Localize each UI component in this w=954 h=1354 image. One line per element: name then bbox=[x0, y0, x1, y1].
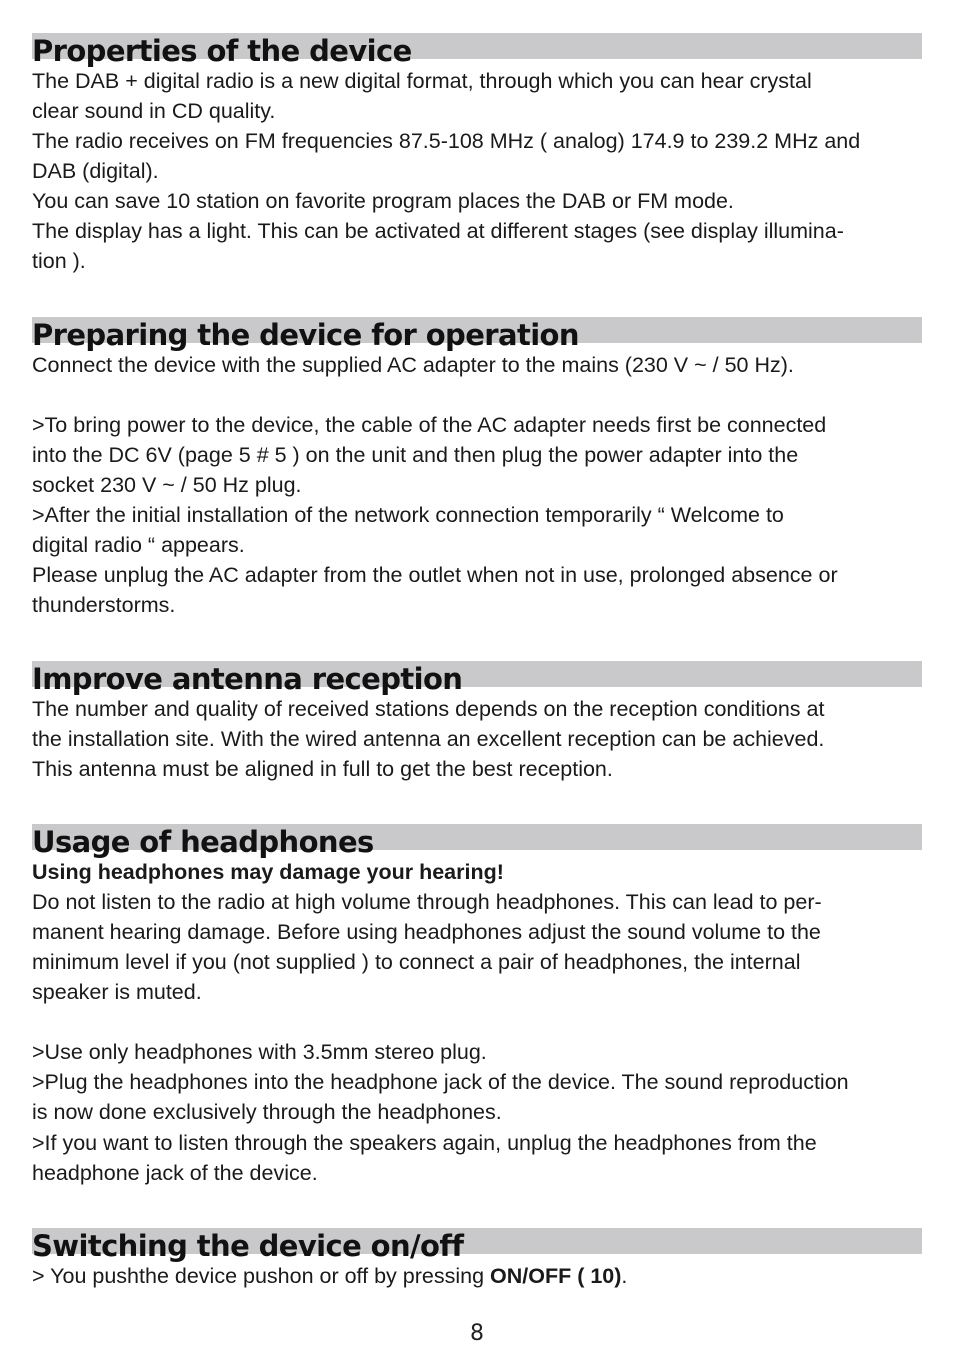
text-line: >If you want to listen through the speakers again, unplug the headphones from the bbox=[32, 1131, 817, 1155]
section-heading-properties bbox=[32, 33, 922, 68]
text-line: the installation site. With the wired antenna an excellent reception can be achieved. bbox=[32, 727, 825, 751]
text-line: Do not listen to the radio at high volume through headphones. This can lead to per- bbox=[32, 890, 822, 914]
text-line: This antenna must be aligned in full to get the best reception. bbox=[32, 757, 613, 781]
text-line: You can save 10 station on favorite program places the DAB or FM mode. bbox=[32, 189, 734, 213]
text-line: speaker is muted. bbox=[32, 980, 202, 1004]
page-number: 8 bbox=[470, 1321, 484, 1346]
section-heading-antenna bbox=[32, 661, 922, 696]
on-off-key-label: ON/OFF ( 10) bbox=[490, 1264, 622, 1288]
heading-text: Switching the device on/off bbox=[32, 1229, 464, 1263]
text-line: >Use only headphones with 3.5mm stereo plug. bbox=[32, 1040, 487, 1064]
text-line: The radio receives on FM frequencies 87.5-108 MHz ( analog) 174.9 to 239.2 MHz and bbox=[32, 129, 861, 153]
line-prefix: > You pushthe device pushon or off by pressing bbox=[32, 1264, 491, 1288]
text-line: tion ). bbox=[32, 249, 86, 273]
text-line: minimum level if you (not supplied ) to connect a pair of headphones, the internal bbox=[32, 950, 801, 974]
section-heading-preparing bbox=[32, 317, 922, 352]
section-heading-switching bbox=[32, 1228, 922, 1263]
text-line: The number and quality of received stations depends on the reception conditions at bbox=[32, 697, 825, 721]
text-line: DAB (digital). bbox=[32, 159, 159, 183]
warning-text: Using headphones may damage your hearing! bbox=[32, 860, 504, 884]
text-line: clear sound in CD quality. bbox=[32, 99, 276, 123]
text-line: socket 230 V ~ / 50 Hz plug. bbox=[32, 473, 302, 497]
heading-text: Preparing the device for operation bbox=[32, 318, 579, 352]
text-line: >After the initial installation of the network connection temporarily “ Welcome to bbox=[32, 503, 784, 527]
text-line: The DAB + digital radio is a new digital format, through which you can hear crystal bbox=[32, 69, 812, 93]
text-line: >Plug the headphones into the headphone jack of the device. The sound reproduction bbox=[32, 1070, 849, 1094]
text-line: headphone jack of the device. bbox=[32, 1161, 318, 1185]
text-line: >To bring power to the device, the cable of the AC adapter needs first be connected bbox=[32, 413, 827, 437]
section-heading-headphones bbox=[32, 824, 922, 859]
text-line bbox=[32, 1261, 922, 1291]
text-line: is now done exclusively through the headphones. bbox=[32, 1100, 502, 1124]
text-line: Connect the device with the supplied AC adapter to the mains (230 V ~ / 50 Hz). bbox=[32, 353, 794, 377]
text-line: into the DC 6V (page 5 # 5 ) on the unit and then plug the power adapter into the bbox=[32, 443, 799, 467]
text-line: manent hearing damage. Before using headphones adjust the sound volume to the bbox=[32, 920, 821, 944]
text-line: digital radio “ appears. bbox=[32, 533, 245, 557]
heading-text: Usage of headphones bbox=[32, 825, 374, 859]
text-line: thunderstorms. bbox=[32, 593, 176, 617]
heading-text: Properties of the device bbox=[32, 34, 412, 68]
heading-text: Improve antenna reception bbox=[32, 662, 463, 696]
text-line: Please unplug the AC adapter from the outlet when not in use, prolonged absence or bbox=[32, 563, 838, 587]
text-line: The display has a light. This can be activated at different stages (see display illumina- bbox=[32, 219, 844, 243]
line-suffix: . bbox=[621, 1264, 628, 1288]
